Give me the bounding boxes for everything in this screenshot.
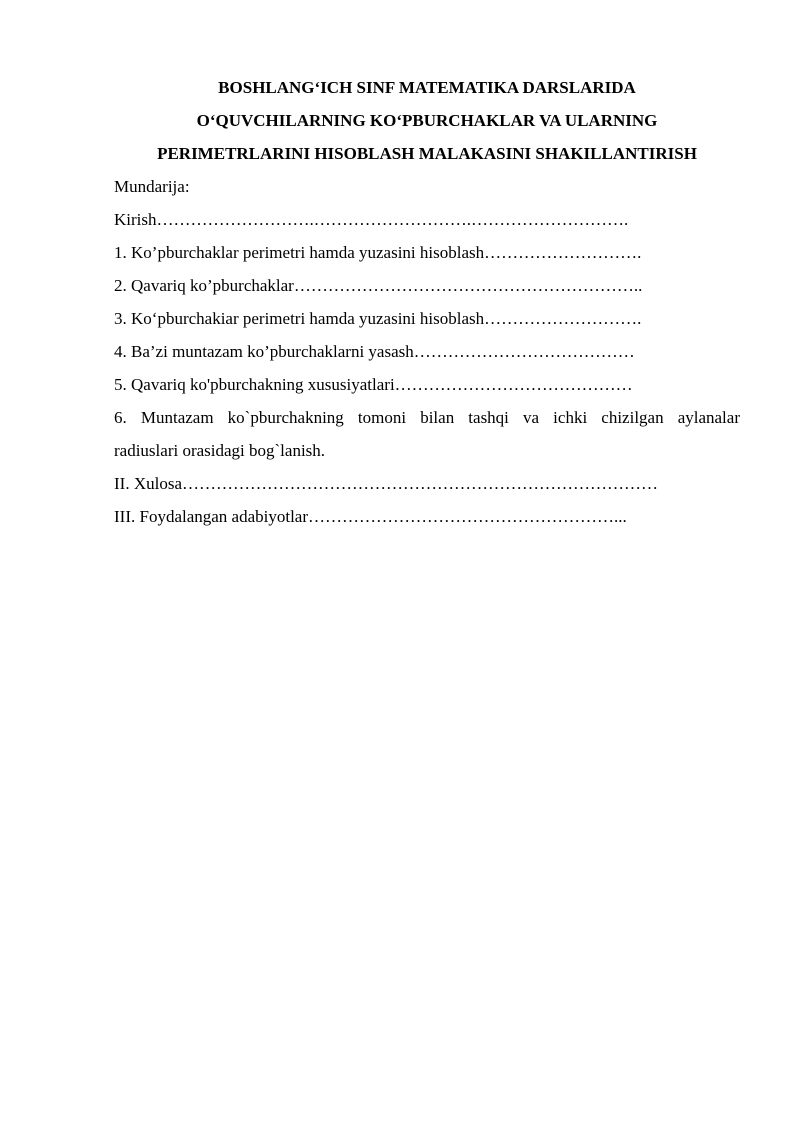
table-of-contents — [114, 170, 740, 533]
toc-entry-6-line-1: 6. Muntazam ko`pburchakning tomoni bilan tashqi va ichki chizilgan aylanalar — [114, 408, 740, 427]
title-line-3: PERIMETRLARINI HISOBLASH MALAKASINI SHAKILLANTIRISH — [157, 144, 697, 163]
toc-heading: Mundarija: — [114, 177, 190, 196]
title-line-1: BOSHLANG‘ICH SINF MATEMATIKA DARSLARIDA — [218, 78, 636, 97]
toc-entry-6-line-2: radiuslari orasidagi bog`lanish. — [114, 441, 326, 460]
toc-entry-kirish: Kirish……………………….……………………….………………………. — [114, 210, 629, 229]
toc-entry-adabiyotlar: III. Foydalangan adabiyotlar………………………………………………... — [114, 507, 627, 526]
toc-entry-1: 1. Ko’pburchaklar perimetri hamda yuzasini hisoblash………………………. — [114, 243, 642, 262]
toc-entry-2: 2. Qavariq ko’pburchaklar…………………………………………………….. — [114, 276, 643, 295]
title-line-2: O‘QUVCHILARNING KO‘PBURCHAKLAR VA ULARNING — [196, 111, 658, 130]
document-title — [114, 71, 740, 170]
toc-entry-5: 5. Qavariq ko'pburchakning xususiyatlari…………………………………… — [114, 375, 633, 394]
toc-entry-xulosa: II. Xulosa………………………………………………………………………… — [114, 474, 658, 493]
toc-entry-4: 4. Ba’zi muntazam ko’pburchaklarni yasash………………………………… — [114, 342, 635, 361]
toc-entry-3: 3. Ko‘pburchakiar perimetri hamda yuzasini hisoblash………………………. — [114, 309, 642, 328]
